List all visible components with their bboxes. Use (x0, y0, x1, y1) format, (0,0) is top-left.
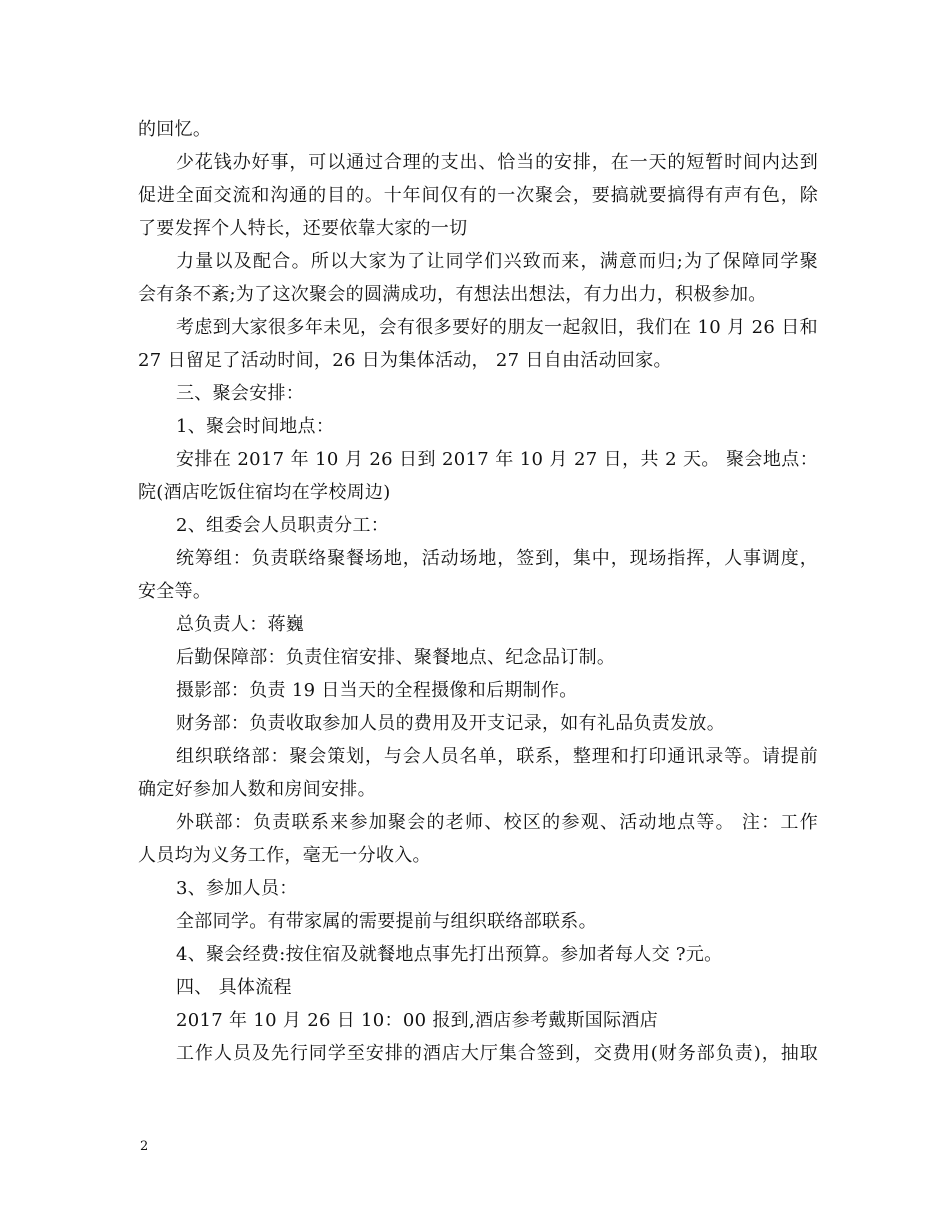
text-line: 4、聚会经费:按住宿及就餐地点事先打出预算。参加者每人交 ?元。 (176, 944, 723, 965)
text-line: 少花钱办好事，可以通过合理的支出、恰当的安排，在一天的短暂时间内达到 (176, 152, 818, 173)
text-line: 确定好参加人数和房间安排。 (138, 779, 376, 800)
text-line: 人员均为义务工作，毫无一分收入。 (138, 845, 431, 866)
text-line: 力量以及配合。所以大家为了让同学们兴致而来，满意而归;为了保障同学聚 (176, 251, 818, 272)
text-line: 统筹组：负责联络聚餐场地，活动场地，签到，集中，现场指挥，人事调度， (176, 548, 818, 569)
text-line: 考虑到大家很多年未见，会有很多要好的朋友一起叙旧，我们在 10 月 26 日和 (176, 317, 818, 338)
text-line: 了要发挥个人特长，还要依靠大家的一切 (138, 218, 468, 239)
text-line: 工作人员及先行同学至安排的酒店大厅集合签到，交费用(财务部负责)，抽取 (176, 1043, 818, 1064)
text-line: 会有条不紊;为了这次聚会的圆满成功，有想法出想法，有力出力，积极参加。 (138, 284, 767, 305)
text-line: 摄影部：负责 19 日当天的全程摄像和后期制作。 (176, 680, 578, 701)
document-body (138, 113, 818, 1070)
text-line: 三、聚会安排： (176, 383, 305, 404)
text-line: 财务部：负责收取参加人员的费用及开支记录，如有礼品负责发放。 (176, 713, 725, 734)
text-line: 全部同学。有带家属的需要提前与组织联络部联系。 (176, 911, 597, 932)
text-line: 1、聚会时间地点： (176, 416, 335, 437)
text-line: 院(酒店吃饭住宿均在学校周边) (138, 482, 391, 503)
text-line: 外联部：负责联系来参加聚会的老师、校区的参观、活动地点等。 注：工作 (176, 812, 818, 833)
text-line: 27 日留足了活动时间，26 日为集体活动， 27 日自由活动回家。 (138, 350, 672, 371)
text-line: 的回忆。 (138, 119, 212, 140)
text-line: 2017 年 10 月 26 日 10：00 报到,酒店参考戴斯国际酒店 (176, 1010, 658, 1031)
text-line: 总负责人：蒋巍 (176, 614, 305, 635)
text-line: 促进全面交流和沟通的目的。十年间仅有的一次聚会，要搞就要搞得有声有色，除 (138, 185, 818, 206)
text-line: 后勤保障部：负责住宿安排、聚餐地点、纪念品订制。 (176, 647, 616, 668)
text-line: 四、 具体流程 (176, 977, 292, 998)
text-line: 2、组委会人员职责分工： (176, 515, 390, 536)
text-line: 安排在 2017 年 10 月 26 日到 2017 年 10 月 27 日，共 2 天。 聚会地点： (176, 449, 818, 470)
page-number: 2 (140, 1139, 149, 1154)
text-line: 安全等。 (138, 581, 212, 602)
text-line: 3、参加人员： (176, 878, 298, 899)
text-line: 组织联络部：聚会策划，与会人员名单，联系，整理和打印通讯录等。请提前 (176, 746, 818, 767)
